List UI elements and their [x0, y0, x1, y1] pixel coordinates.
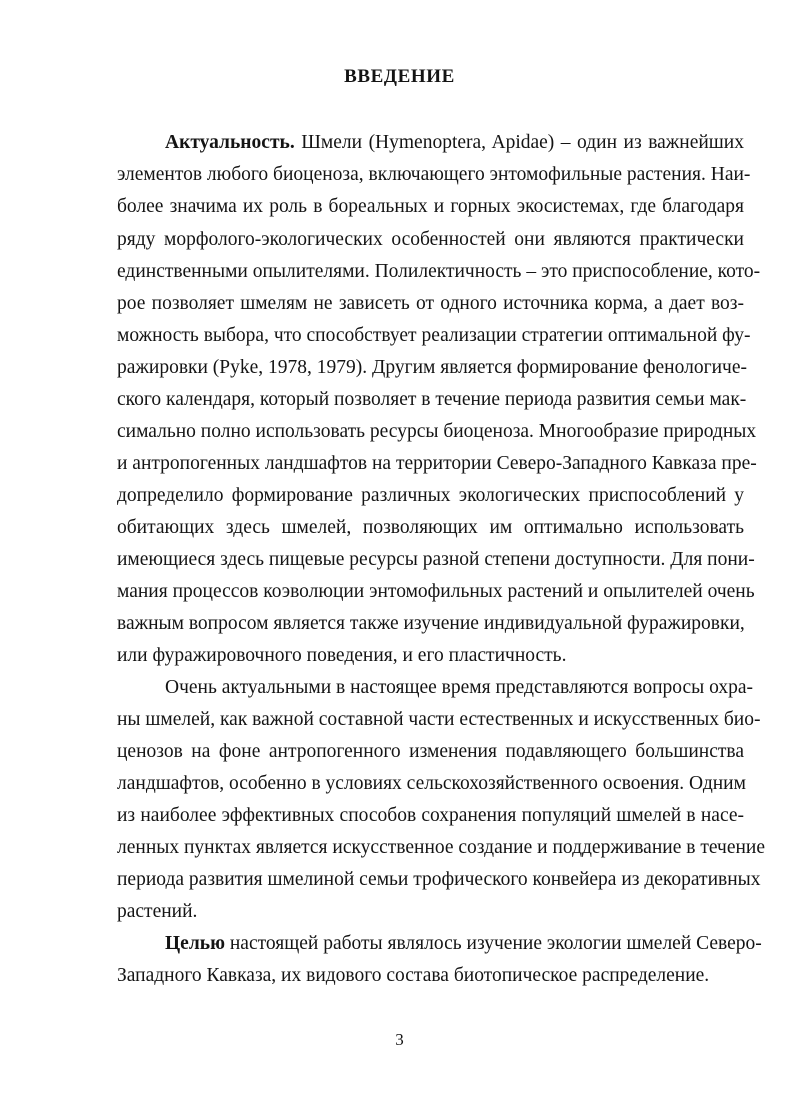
text-line: или фуражировочного поведения, и его пластичность. — [117, 645, 567, 666]
text-line: можность выбора, что способствует реализации стратегии оптимальной фу- — [117, 325, 751, 346]
text-span: настоящей работы являлось изучение экологии шмелей Северо- — [224, 933, 762, 954]
text-line: мания процессов коэволюции энтомофильных растений и опылителей очень — [117, 581, 755, 602]
text-line: имеющиеся здесь пищевые ресурсы разной степени доступности. Для пони- — [117, 549, 755, 570]
text-line: и антропогенных ландшафтов на территории Северо-Западного Кавказа пре- — [117, 453, 757, 474]
goal-lead: Целью — [165, 933, 225, 954]
text-line: симально полно использовать ресурсы биоценоза. Многообразие природных — [117, 421, 757, 442]
text-line: элементов любого биоценоза, включающего энтомофильные растения. Наи- — [117, 164, 751, 185]
text-line: более значима их роль в бореальных и горных экосистемах, где благодаря — [117, 196, 744, 217]
text-line: допределило формирование различных экологических приспособлений у — [117, 485, 744, 506]
text-line: обитающих здесь шмелей, позволяющих им оптимально использовать — [117, 517, 744, 538]
text-line — [165, 128, 744, 158]
text-line: Западного Кавказа, их видового состава биотопическое распределение. — [117, 965, 710, 986]
page-title: ВВЕДЕНИЕ — [344, 66, 455, 87]
text-line — [165, 929, 762, 959]
text-line: рое позволяет шмелям не зависеть от одного источника корма, а дает воз- — [117, 293, 744, 314]
text-line: растений. — [117, 901, 198, 922]
text-line: периода развития шмелиной семьи трофического конвейера из декоративных — [117, 869, 761, 890]
text-line: ленных пунктах является искусственное создание и поддерживание в течение — [117, 837, 765, 858]
relevance-lead: Актуальность. — [165, 132, 295, 153]
page-number: 3 — [395, 1030, 404, 1049]
text-line: ражировки (Pyke, 1978, 1979). Другим является формирование фенологиче- — [117, 357, 747, 378]
text-line: единственными опылителями. Полилектичность – это приспособление, кото- — [117, 261, 761, 282]
text-line: из наиболее эффективных способов сохранения популяций шмелей в насе- — [117, 805, 744, 826]
text-line: ны шмелей, как важной составной части естественных и искусственных био- — [117, 709, 761, 730]
text-line: важным вопросом является также изучение индивидуальной фуражировки, — [117, 613, 745, 634]
text-line: Очень актуальными в настоящее время представляются вопросы охра- — [165, 677, 754, 698]
text-line: ряду морфолого-экологических особенностей они являются практически — [117, 229, 744, 250]
text-span: Шмели (Hymenoptera, Apidae) – один из важнейших — [294, 132, 744, 153]
text-line: ского календаря, который позволяет в течение периода развития семьи мак- — [117, 389, 747, 410]
text-line: ценозов на фоне антропогенного изменения подавляющего большинства — [117, 741, 744, 762]
text-line: ландшафтов, особенно в условиях сельскохозяйственного освоения. Одним — [117, 773, 746, 794]
